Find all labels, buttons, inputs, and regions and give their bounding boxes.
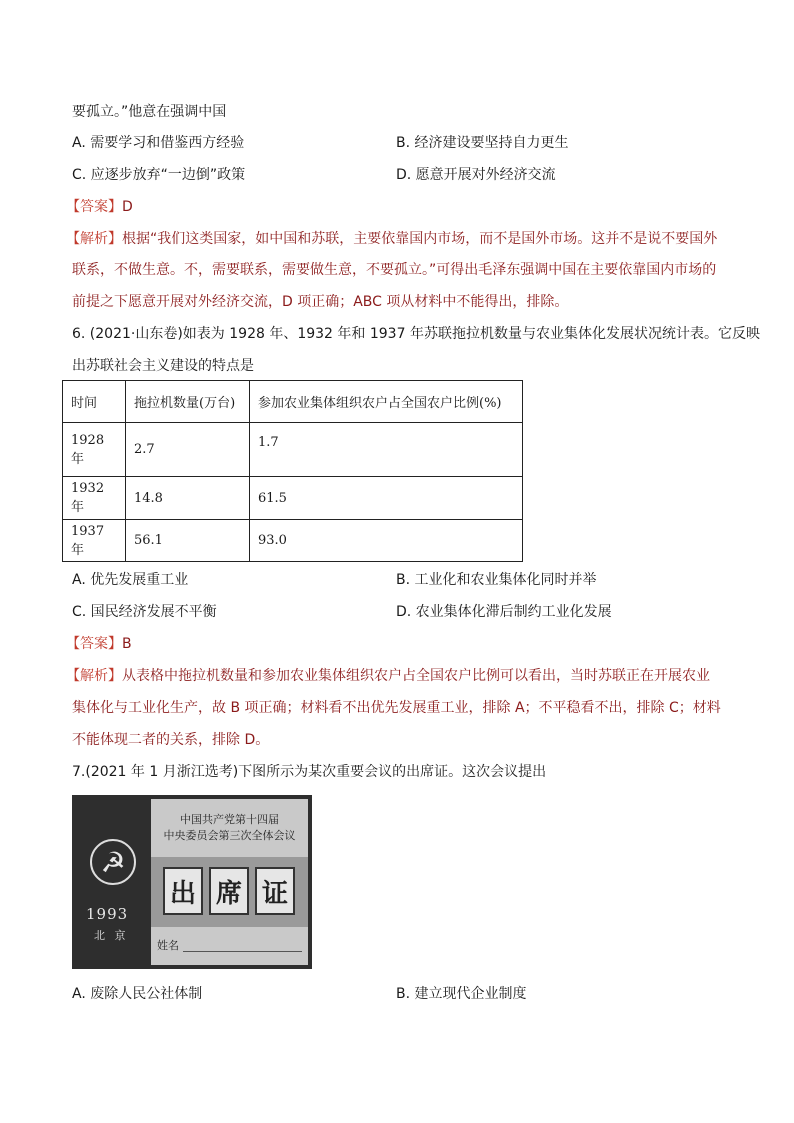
table-cell: 93.0 [250,520,523,562]
q6-stem-line-1: 6. (2021·山东卷)如表为 1928 年、1932 年和 1937 年苏联拖拉机数量与农业集体化发展状况统计表。它反映 [72,326,760,342]
answer-value: B [122,636,132,652]
table-cell: 1937 年 [63,520,126,562]
q6-option-d: D. 农业集体化滞后制约工业化发展 [396,604,612,620]
table-header-cell: 参加农业集体组织农户占全国农户比例(%) [250,381,523,423]
analysis-tag: 【解析】 [66,668,122,684]
table-header-row [63,381,523,423]
certificate-title-char: 出 [163,867,203,915]
table-cell: 14.8 [126,477,250,520]
table-row [63,520,523,562]
answer-tag: 【答案】 [66,199,122,215]
certificate-title-band [151,857,308,927]
table-row [63,477,523,520]
analysis-text: 根据“我们这类国家，如中国和苏联，主要依靠国内市场，而不是国外市场。这并不是说不要国外 [122,231,718,247]
attendance-certificate-image [72,795,312,969]
table-header-cell: 时间 [63,381,126,423]
q7-option-b: B. 建立现代企业制度 [396,986,527,1002]
certificate-name-label: 姓名 [157,939,179,952]
q5-option-b: B. 经济建设要坚持自力更生 [396,135,569,151]
table-cell: 56.1 [126,520,250,562]
q5-analysis-line-3: 前提之下愿意开展对外经济交流，D 项正确；ABC 项从材料中不能得出，排除。 [72,294,569,310]
q6-analysis-line-2: 集体化与工业化生产，故 B 项正确；材料看不出优先发展重工业，排除 A；不平稳看不出，排除 C；材料 [72,700,721,716]
certificate-city: 北 京 [94,929,129,942]
analysis-tag: 【解析】 [66,231,122,247]
q6-option-c: C. 国民经济发展不平衡 [72,604,217,620]
q6-stem-line-2: 出苏联社会主义建设的特点是 [72,358,254,374]
table-cell: 1928 年 [63,423,126,477]
q6-analysis-line-1 [66,666,710,686]
answer-tag: 【答案】 [66,636,122,652]
hammer-sickle-icon: ☭ [90,839,136,885]
q5-analysis-line-1 [66,229,717,249]
certificate-header-line-2: 中央委员会第三次全体会议 [163,829,296,842]
q5-option-a: A. 需要学习和借鉴西方经验 [72,135,245,151]
tractor-collectivization-table [62,380,523,562]
certificate-name-line [183,951,302,952]
q6-option-b: B. 工业化和农业集体化同时并举 [396,572,597,588]
q7-option-a: A. 废除人民公社体制 [72,986,203,1002]
q6-answer [66,634,132,654]
table-row [63,423,523,477]
q6-analysis-line-3: 不能体现二者的关系，排除 D。 [72,732,270,748]
certificate-header-line-1: 中国共产党第十四届 [180,813,279,826]
table-cell: 61.5 [250,477,523,520]
certificate-panel [151,799,308,965]
analysis-text: 从表格中拖拉机数量和参加农业集体组织农户占全国农户比例可以看出，当时苏联正在开展农业 [122,668,710,684]
answer-value: D [122,199,133,215]
q5-analysis-line-2: 联系，不做生意。不，需要联系，需要做生意，不要孤立。”可得出毛泽东强调中国在主要依靠国内市场的 [72,262,717,278]
table-cell: 1.7 [250,423,523,477]
q7-stem: 7.(2021 年 1 月浙江选考)下图所示为某次重要会议的出席证。这次会议提出 [72,764,547,780]
table-cell: 1932 年 [63,477,126,520]
table-cell: 2.7 [126,423,250,477]
certificate-year: 1993 [86,905,129,923]
q5-option-c: C. 应逐步放弃“一边倒”政策 [72,167,246,183]
certificate-title-char: 证 [255,867,295,915]
q5-stem-tail: 要孤立。”他意在强调中国 [72,104,227,120]
q6-option-a: A. 优先发展重工业 [72,572,189,588]
q5-option-d: D. 愿意开展对外经济交流 [396,167,556,183]
q5-answer [66,197,133,217]
certificate-title-char: 席 [209,867,249,915]
table-header-cell: 拖拉机数量(万台) [126,381,250,423]
